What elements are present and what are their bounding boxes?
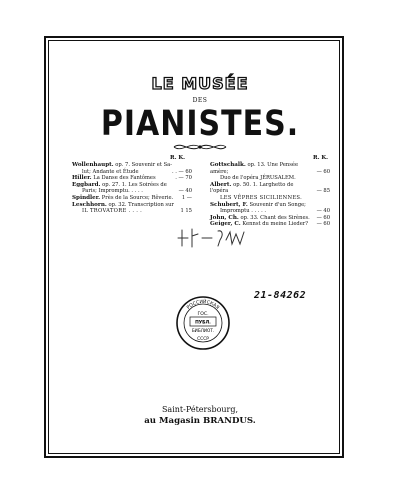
composer-name: John, Ch. (210, 214, 239, 221)
call-number: 21-84262 (254, 290, 307, 301)
catalog-entry (210, 202, 330, 215)
stamp-line-2: БИБЛИОТ. (191, 328, 215, 333)
catalog-entry (72, 162, 192, 175)
price: 1 — (181, 194, 192, 201)
work-title: La Danse des Fantômes (93, 175, 156, 182)
work-title-continued: Duo de l'opéra JÉRUSALEM. (220, 175, 296, 182)
catalog-entry (72, 202, 192, 215)
work-title: op. 33. Chant des Sirènes. (240, 214, 310, 221)
catalog-entry (210, 215, 330, 222)
work-title: op. 32. Transcription sur (108, 201, 174, 208)
work-title: op. 7. Souvenir et Sa- (115, 162, 172, 168)
price: — 40 (178, 188, 192, 195)
price: — 60 (316, 214, 330, 221)
stamp-top-text: РОССИЙСКАЯ (186, 299, 220, 311)
work-title-continued: lut; Andante et Étude (82, 168, 139, 175)
work-title: op. 50. 1. Larghetto de l'opéra (210, 181, 294, 195)
work-title-continued: Paris; Impromptu. . . . . (82, 188, 143, 195)
library-stamp (175, 295, 231, 351)
price: — 40 (316, 208, 330, 215)
price-header-left: R. K. (170, 155, 186, 161)
price-header-right: R. K. (313, 155, 329, 161)
publisher-place: Saint-Pétersbourg, (161, 405, 239, 414)
composer-name: Eggbard. (72, 181, 101, 188)
catalog-entry (72, 182, 192, 195)
work-title-continued: LES VÊPRES SICILIENNES. (220, 194, 303, 201)
work-title-continued: IL TROVATORE . . . . (82, 208, 143, 215)
catalog-entry (210, 162, 330, 182)
work-title: op. 27. 1. Les Soirées de (102, 181, 167, 188)
work-title: Souvenir d'un Songe; (249, 201, 306, 208)
price: — 60 (316, 221, 330, 228)
stamp-center-text: ГОС. (197, 312, 209, 317)
composer-name: Hiller. (72, 175, 92, 182)
price: . — 70 (175, 175, 192, 182)
work-title: Près de la Source; Rêverie. (101, 194, 174, 201)
stamp-line-1: ПУБЛ. (195, 320, 211, 326)
title-le-musee: LE MUSÉE (151, 74, 249, 93)
stamp-bottom-text: СССР (197, 337, 209, 342)
ornament-flourish (172, 141, 228, 153)
work-title-continued: Impromptu . . . . . (220, 208, 267, 215)
composer-name: Spindler. (72, 194, 101, 201)
composer-name: Gottschalk. (210, 162, 246, 168)
work-title: op. 13. Une Pensée amère; (210, 162, 299, 175)
composer-name: Schubert, F. (210, 201, 248, 208)
composer-name: Albert. (210, 181, 232, 188)
composer-name: Geiger, C. (210, 221, 241, 228)
handwritten-annotation (176, 226, 250, 250)
catalog-column-left (72, 162, 192, 215)
publisher-shop: au Magasin BRANDUS. (144, 416, 256, 426)
price: — 85 (316, 188, 330, 195)
composer-name: Leschhorn. (72, 201, 107, 208)
title-des: DES (192, 97, 208, 104)
catalog-entry (72, 195, 192, 202)
price: . . — 60 (171, 168, 192, 175)
work-title: Kennst du meine Lieder? (242, 221, 309, 228)
publisher-imprint (0, 405, 400, 426)
composer-name: Wollenhaupt. (72, 162, 114, 168)
catalog-column-right (210, 162, 330, 228)
price: 1 15 (180, 208, 192, 215)
price: — 60 (316, 168, 330, 175)
catalog-entry (210, 182, 330, 202)
catalog-entry (72, 175, 192, 182)
title-pianistes: PIANISTES. (100, 104, 300, 145)
